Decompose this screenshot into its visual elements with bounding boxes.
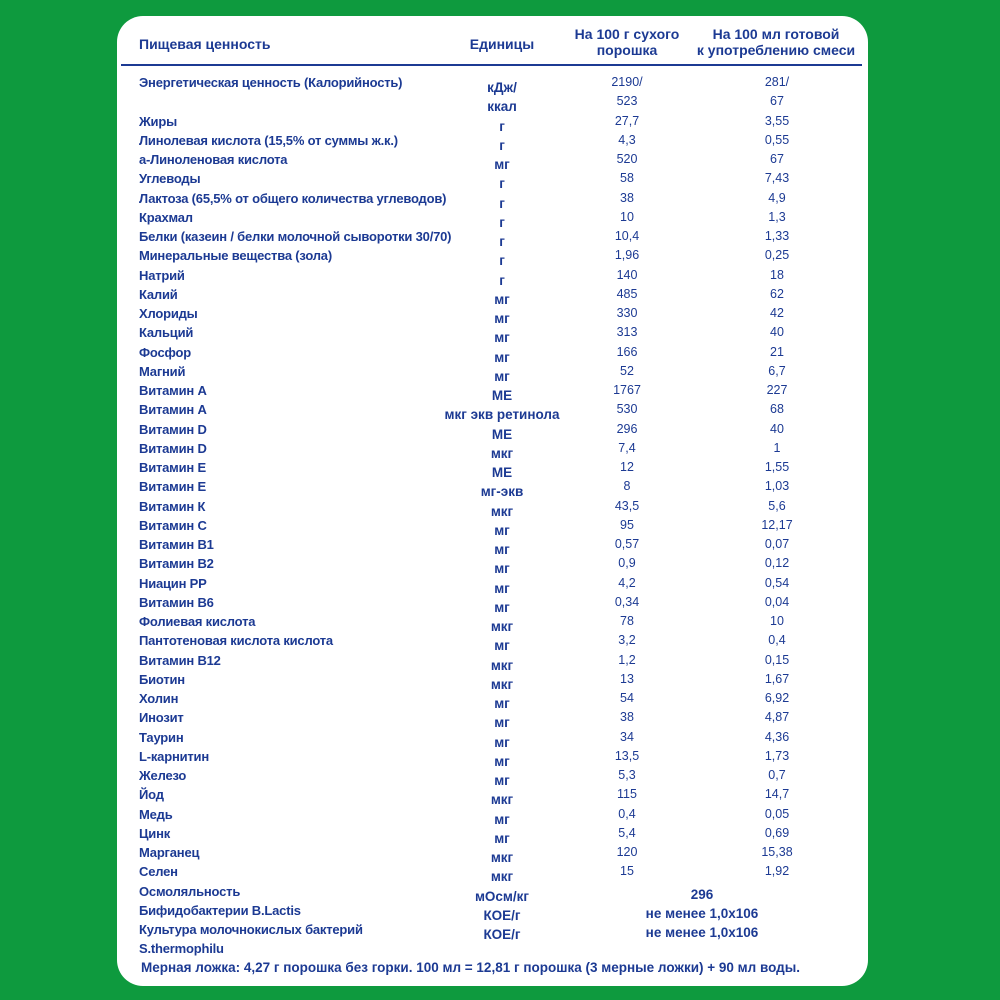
table-row: [117, 920, 868, 959]
nutrient-name: Витамин В12: [139, 652, 221, 668]
value-per-100ml: 0,04: [764, 594, 790, 609]
table-row: [117, 208, 868, 230]
table-row: [117, 670, 868, 692]
value-per-100ml: 21: [770, 344, 784, 359]
table-row: [117, 131, 868, 153]
value-per-100g: 78: [620, 614, 634, 628]
header-units: Единицы: [469, 36, 535, 52]
table-row: [117, 728, 868, 750]
nutrient-value-combined: не менее 1,0х106: [645, 905, 759, 921]
nutrient-name: Жиры: [139, 113, 177, 129]
value-per-100ml: 67: [770, 152, 784, 166]
nutrient-name: Кальций: [139, 325, 194, 341]
table-row: [117, 612, 868, 634]
value-per-100g: 8: [623, 479, 631, 494]
value-per-100ml: 0,15: [764, 652, 790, 667]
value-per-100ml: 0,12: [764, 556, 790, 571]
nutrient-unit: мг: [494, 580, 510, 596]
nutrient-unit: мг-экв: [480, 484, 524, 500]
value-per-100ml: 4,9: [768, 190, 786, 205]
table-row: [117, 73, 868, 95]
value-per-100ml: 6,7: [768, 363, 786, 378]
nutrient-unit: мкг: [490, 503, 514, 519]
nutrient-unit: мкг: [490, 792, 514, 808]
value-per-100ml: 67: [770, 94, 784, 109]
header-per-100g-dry: На 100 г сухого порошка: [574, 26, 680, 58]
value-per-100g: 10,4: [614, 229, 640, 243]
nutrient-unit: г: [499, 214, 505, 230]
nutrient-unit: г: [499, 234, 505, 249]
nutrient-name: Железо: [139, 768, 187, 783]
value-per-100g: 3,2: [618, 633, 636, 648]
nutrient-unit: МЕ: [491, 426, 513, 442]
value-per-100g: 27,7: [614, 113, 640, 128]
nutrient-name: Осмоляльность: [139, 883, 241, 899]
value-per-100ml: 0,25: [764, 248, 790, 263]
nutrient-unit: мг: [494, 330, 510, 346]
value-per-100ml: 0,55: [764, 132, 790, 147]
nutrient-unit: мОсм/кг: [474, 888, 530, 904]
nutrient-name: Витамин С: [139, 517, 207, 533]
table-row: [117, 189, 868, 211]
value-per-100ml: 12,17: [761, 517, 793, 532]
value-per-100g: 2190/: [611, 75, 643, 89]
nutrient-unit: ккал: [487, 99, 517, 115]
table-row: [117, 150, 868, 172]
value-per-100g: 313: [616, 325, 638, 340]
value-per-100ml: 0,69: [764, 825, 790, 840]
value-per-100g: 530: [616, 402, 638, 417]
nutrient-unit: г: [499, 137, 505, 153]
table-header: [117, 16, 868, 68]
nutrient-name: Витамин А: [139, 402, 207, 418]
value-per-100g: 1767: [613, 383, 641, 397]
value-per-100g: 166: [616, 344, 638, 359]
value-per-100ml: 5,6: [768, 498, 786, 513]
value-per-100g: 12: [620, 460, 634, 474]
value-per-100g: 1,96: [614, 248, 640, 263]
value-per-100ml: 1,03: [764, 479, 790, 494]
value-per-100ml: 7,43: [764, 171, 790, 186]
value-per-100g: 330: [616, 306, 638, 320]
value-per-100ml: 68: [770, 402, 784, 417]
table-row: [117, 92, 868, 115]
nutrient-name: Бифидобактерии B.Lactis: [139, 902, 301, 918]
value-per-100ml: 0,05: [764, 806, 790, 821]
nutrient-unit: мкг: [490, 676, 514, 692]
value-per-100ml: 1,92: [764, 864, 790, 879]
nutrient-unit: мкг: [490, 869, 514, 885]
nutrient-name: Йод: [139, 787, 164, 803]
nutrient-unit: г: [499, 195, 505, 211]
value-per-100ml: 10: [770, 614, 784, 628]
nutrient-unit: мкг: [490, 657, 514, 673]
nutrient-unit: мг: [494, 830, 510, 846]
value-per-100g: 58: [620, 171, 634, 186]
nutrient-name: Витамин D: [139, 440, 207, 456]
nutrient-name: Фолиевая кислота: [139, 614, 256, 629]
value-per-100ml: 4,87: [764, 710, 790, 725]
value-per-100g: 95: [620, 517, 634, 532]
nutrient-name: Медь: [139, 806, 173, 822]
nutrient-unit: КОЕ/г: [483, 927, 521, 942]
value-per-100ml: 0,4: [768, 633, 786, 648]
nutrient-name: Селен: [139, 864, 178, 880]
nutrient-value-combined: 296: [690, 886, 714, 902]
value-per-100g: 0,4: [618, 806, 636, 821]
table-row: [117, 574, 868, 596]
nutrient-name: Культура молочнокислых бактерий S.thermophilu: [139, 922, 363, 956]
table-row: [117, 439, 868, 461]
nutrient-name: Лактоза (65,5% от общего количества углеводов): [139, 190, 447, 206]
nutrient-unit: г: [499, 176, 505, 192]
nutrient-name: L-карнитин: [139, 748, 210, 764]
value-per-100g: 485: [616, 286, 638, 301]
nutrient-name: Натрий: [139, 267, 185, 283]
header-nutrition-value: Пищевая ценность: [139, 36, 271, 52]
nutrient-name: Хлориды: [139, 306, 198, 321]
value-per-100g: 5,3: [618, 768, 636, 782]
value-per-100g: 140: [616, 267, 638, 282]
nutrient-name: Минеральные вещества (зола): [139, 248, 332, 264]
nutrient-unit: мкг экв ретинола: [444, 407, 560, 423]
table-row: [117, 343, 868, 365]
table-row: [117, 323, 868, 346]
value-per-100g: 0,9: [618, 556, 636, 571]
value-per-100g: 10: [620, 209, 634, 224]
value-per-100ml: 3,55: [764, 113, 790, 128]
nutrient-unit: мкг: [490, 445, 514, 461]
nutrient-name: Белки (казеин / белки молочной сыворотки 30/70): [139, 229, 452, 244]
value-per-100ml: 1,73: [764, 748, 790, 763]
table-row: [117, 901, 868, 923]
nutrient-unit: мг: [494, 349, 510, 365]
nutrient-unit: мг: [494, 734, 510, 750]
nutrient-value-combined: не менее 1,0х106: [645, 925, 759, 940]
nutrient-name: Магний: [139, 363, 186, 379]
nutrient-name: Марганец: [139, 845, 200, 860]
table-row: [117, 805, 868, 827]
nutrient-unit: мг: [494, 773, 510, 788]
nutrient-unit: мг: [494, 715, 510, 731]
nutrient-unit: МЕ: [491, 465, 513, 480]
nutrient-name: a-Линоленовая кислота: [139, 152, 288, 167]
nutrient-name: Витамин В6: [139, 594, 214, 610]
footnote-scoop: Мерная ложка: 4,27 г порошка без горки. 100 мл = 12,81 г порошка (3 мерные ложки) + 90 мл воды.: [141, 960, 801, 975]
table-row: [117, 362, 868, 384]
table-row: [117, 169, 868, 192]
value-per-100g: 4,2: [618, 575, 636, 590]
nutrient-unit: г: [499, 253, 505, 269]
table-row: [117, 785, 868, 808]
value-per-100ml: 62: [770, 286, 784, 301]
nutrient-unit: мг: [494, 753, 510, 769]
value-per-100g: 296: [616, 421, 638, 436]
nutrient-unit: г: [499, 118, 505, 134]
value-per-100ml: 1: [773, 440, 781, 455]
nutrient-unit: мг: [494, 811, 510, 827]
value-per-100g: 1,2: [618, 652, 636, 667]
nutrient-name: Витамин К: [139, 498, 206, 514]
table-row: [117, 400, 868, 423]
table-row: [117, 420, 868, 442]
table-row: [117, 862, 868, 885]
nutrient-unit: мг: [494, 599, 510, 615]
value-per-100ml: 40: [770, 325, 784, 340]
value-per-100ml: 40: [770, 421, 784, 436]
nutrient-unit: КОЕ/г: [483, 907, 521, 923]
value-per-100g: 120: [616, 845, 638, 859]
value-per-100g: 115: [617, 787, 637, 802]
table-row: [117, 766, 868, 788]
nutrient-unit: мг: [494, 696, 510, 711]
table-row: [117, 266, 868, 288]
value-per-100ml: 281/: [764, 75, 790, 89]
value-per-100ml: 227: [766, 383, 788, 397]
value-per-100g: 520: [616, 152, 638, 166]
nutrient-unit: мг: [494, 157, 510, 172]
nutrient-unit: мг: [494, 291, 510, 307]
value-per-100ml: 1,3: [768, 209, 786, 224]
table-row: [117, 458, 868, 480]
value-per-100ml: 1,55: [764, 460, 790, 474]
table-row: [117, 708, 868, 731]
value-per-100ml: 42: [770, 306, 784, 320]
nutrient-name: Витамин Е: [139, 460, 206, 475]
nutrient-name: Крахмал: [139, 209, 193, 225]
value-per-100g: 52: [620, 363, 634, 378]
table-row: [117, 843, 868, 865]
value-per-100g: 7,4: [618, 440, 636, 455]
value-per-100g: 13: [620, 671, 634, 686]
nutrient-unit: мг: [494, 561, 510, 577]
nutrient-name: Таурин: [139, 729, 184, 745]
table-row: [117, 246, 868, 269]
table-row: [117, 381, 868, 403]
nutrient-name: Ниацин РР: [139, 575, 207, 591]
value-per-100ml: 18: [770, 267, 784, 282]
table-row: [117, 112, 868, 134]
nutrient-unit: кДж/: [487, 80, 517, 95]
nutrient-name: Холин: [139, 691, 179, 706]
value-per-100ml: 4,36: [764, 729, 790, 744]
value-per-100ml: 1,33: [764, 229, 790, 243]
table-row: [117, 497, 868, 519]
nutrient-unit: мкг: [490, 619, 514, 634]
value-per-100g: 13,5: [614, 748, 640, 763]
nutrient-unit: МЕ: [491, 388, 513, 403]
nutrient-name: Витамин D: [139, 421, 207, 437]
header-divider: [121, 64, 862, 66]
nutrient-unit: г: [499, 272, 505, 288]
table-row: [117, 631, 868, 654]
nutrient-name: Углеводы: [139, 171, 201, 187]
value-per-100g: 0,34: [614, 594, 640, 609]
nutrient-name: Пантотеновая кислота кислота: [139, 633, 333, 649]
table-body: [117, 73, 868, 959]
nutrient-unit: мг: [494, 368, 510, 384]
header-per-100ml-ready: На 100 мл готовой к употреблению смеси: [696, 26, 856, 58]
value-per-100ml: 14,7: [764, 787, 790, 802]
nutrient-name: Фосфор: [139, 344, 191, 360]
value-per-100g: 54: [620, 691, 634, 705]
nutrient-name: Витамин В1: [139, 537, 214, 552]
table-row: [117, 554, 868, 577]
value-per-100g: 15: [620, 864, 634, 879]
value-per-100g: 38: [620, 190, 634, 205]
value-per-100ml: 0,07: [764, 537, 790, 551]
nutrient-name: Калий: [139, 286, 178, 302]
value-per-100g: 43,5: [614, 498, 640, 513]
table-row: [117, 516, 868, 538]
nutrient-name: Энергетическая ценность (Калорийность): [139, 75, 403, 90]
nutrient-name: Цинк: [139, 825, 171, 841]
table-row: [117, 882, 868, 904]
nutrient-name: Витамин Е: [139, 479, 206, 495]
table-row: [117, 747, 868, 769]
nutrient-unit: мг: [494, 638, 510, 654]
table-row: [117, 227, 868, 249]
value-per-100ml: 0,54: [764, 575, 790, 590]
value-per-100ml: 1,67: [764, 671, 790, 686]
value-per-100g: 38: [620, 710, 634, 725]
table-row: [117, 285, 868, 307]
table-row: [117, 651, 868, 673]
nutrient-name: Витамин В2: [139, 556, 214, 572]
nutrient-name: Линолевая кислота (15,5% от суммы ж.к.): [139, 132, 398, 148]
table-row: [117, 593, 868, 615]
table-row: [117, 535, 868, 557]
nutrient-unit: мг: [494, 522, 510, 538]
nutrient-name: Биотин: [139, 671, 185, 687]
value-per-100g: 5,4: [618, 825, 636, 840]
nutrient-unit: мг: [494, 542, 510, 557]
nutrition-table-card: [117, 16, 868, 986]
value-per-100g: 523: [616, 94, 638, 109]
value-per-100ml: 0,7: [768, 768, 786, 782]
value-per-100g: 4,3: [618, 132, 636, 147]
nutrient-unit: мг: [494, 311, 510, 326]
table-row: [117, 689, 868, 711]
value-per-100g: 0,57: [614, 537, 640, 551]
value-per-100g: 34: [620, 729, 634, 744]
nutrient-name: Инозит: [139, 710, 184, 726]
value-per-100ml: 15,38: [761, 845, 793, 859]
table-row: [117, 824, 868, 846]
nutrient-name: Витамин А: [139, 383, 207, 398]
table-row: [117, 304, 868, 326]
nutrient-unit: мкг: [490, 850, 514, 865]
table-row: [117, 477, 868, 500]
value-per-100ml: 6,92: [764, 691, 790, 705]
